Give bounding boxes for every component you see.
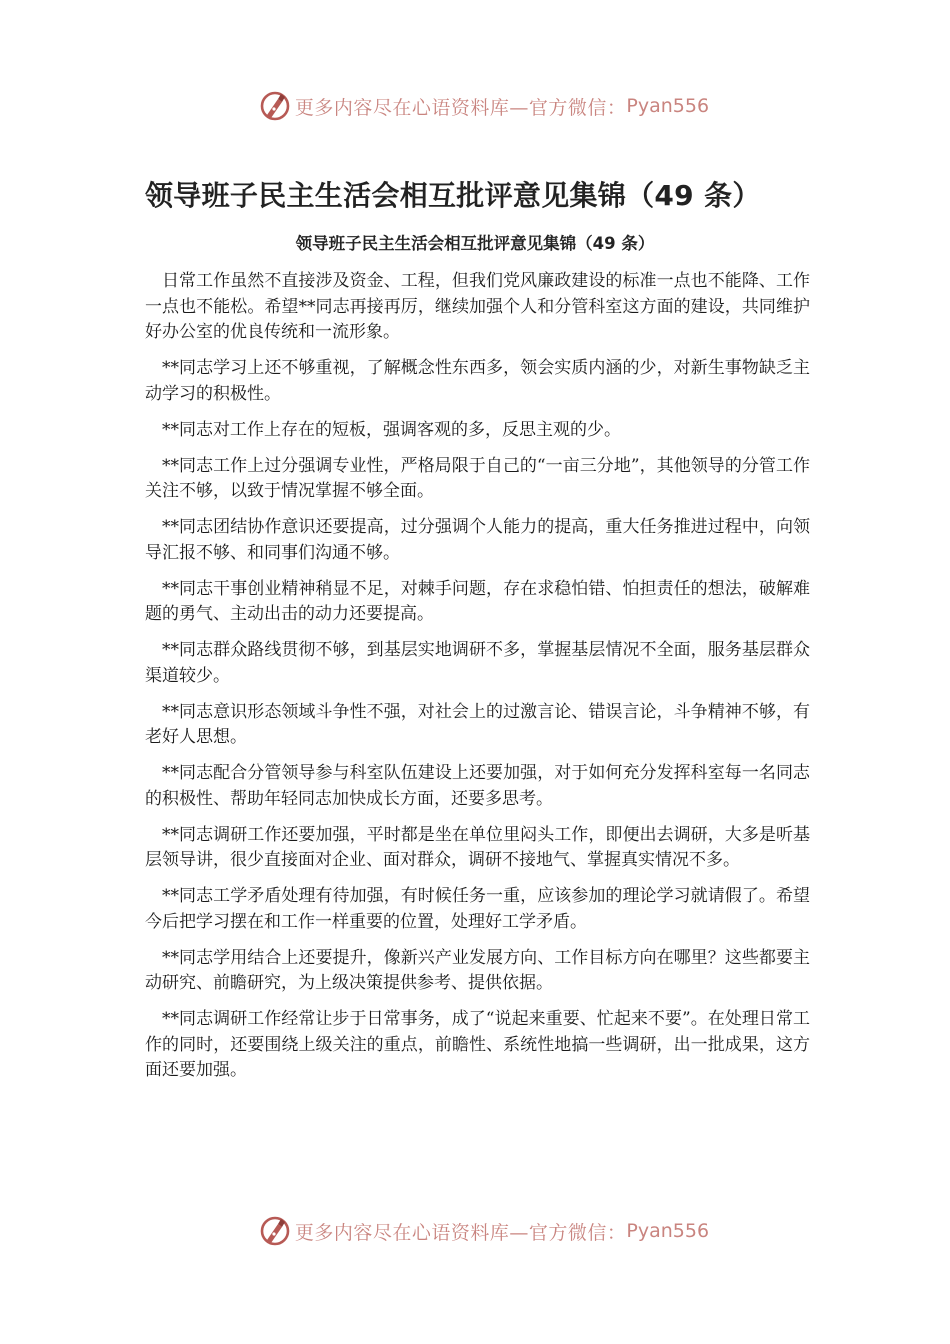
- watermark-wechat-id: Pyan556: [626, 1220, 710, 1242]
- paragraph: **同志群众路线贯彻不够，到基层实地调研不多，掌握基层情况不全面，服务基层群众渠道较少。: [145, 640, 810, 686]
- bottom-watermark-banner: [0, 1211, 950, 1251]
- paragraph: **同志调研工作还要加强，平时都是坐在单位里闷头工作，即便出去调研，大多是听基层领导讲，很少直接面对企业、面对群众，调研不接地气、掌握真实情况不多。: [145, 824, 810, 870]
- paragraph: 日常工作虽然不直接涉及资金、工程，但我们党风廉政建设的标准一点也不能降、工作一点也不能松。希望**同志再接再厉，继续加强个人和分管科室这方面的建设，共同维护好办公室的优良传统和一流形象。: [145, 271, 810, 342]
- document-body: [145, 269, 810, 1094]
- bottom-watermark-content: [257, 1213, 709, 1249]
- top-watermark-banner: [0, 86, 950, 126]
- pen-nib-logo-icon: [257, 1213, 293, 1249]
- paragraph: **同志调研工作经常让步于日常事务，成了“说起来重要、忙起来不要”。在处理日常工作的同时，还要围绕上级关注的重点，前瞻性、系统性地搞一些调研，出一批成果，这方面还要加强。: [145, 1009, 810, 1080]
- paragraph: **同志工作上过分强调专业性，严格局限于自己的“一亩三分地”，其他领导的分管工作关注不够，以致于情况掌握不够全面。: [145, 455, 810, 501]
- pen-nib-logo-icon: [257, 88, 293, 124]
- watermark-text: 更多内容尽在心语资料库—官方微信：: [294, 96, 627, 119]
- document-title: 领导班子民主生活会相互批评意见集锦（49 条）: [145, 179, 761, 212]
- paragraph: **同志干事创业精神稍显不足，对棘手问题，存在求稳怕错、怕担责任的想法，破解难题的勇气、主动出击的动力还要提高。: [145, 578, 810, 624]
- paragraph: **同志意识形态领域斗争性不强，对社会上的过激言论、错误言论，斗争精神不够，有老好人思想。: [145, 701, 810, 747]
- paragraph: **同志学习上还不够重视，了解概念性东西多，领会实质内涵的少，对新生事物缺乏主动学习的积极性。: [145, 358, 810, 404]
- paragraph: **同志团结协作意识还要提高，过分强调个人能力的提高，重大任务推进过程中，向领导汇报不够、和同事们沟通不够。: [145, 517, 810, 563]
- paragraph: **同志对工作上存在的短板，强调客观的多，反思主观的少。: [162, 419, 621, 440]
- paragraph: **同志配合分管领导参与科室队伍建设上还要加强，对于如何充分发挥科室每一名同志的积极性、帮助年轻同志加快成长方面，还要多思考。: [145, 763, 810, 809]
- paragraph: **同志学用结合上还要提升，像新兴产业发展方向、工作目标方向在哪里？这些都要主动研究、前瞻研究，为上级决策提供参考、提供依据。: [145, 947, 810, 993]
- watermark-wechat-id: Pyan556: [626, 95, 710, 117]
- document-subtitle: 领导班子民主生活会相互批评意见集锦（49 条）: [295, 234, 655, 253]
- paragraph: **同志工学矛盾处理有待加强，有时候任务一重，应该参加的理论学习就请假了。希望今后把学习摆在和工作一样重要的位置，处理好工学矛盾。: [145, 886, 810, 932]
- top-watermark-content: [257, 88, 709, 124]
- watermark-text: 更多内容尽在心语资料库—官方微信：: [294, 1221, 627, 1244]
